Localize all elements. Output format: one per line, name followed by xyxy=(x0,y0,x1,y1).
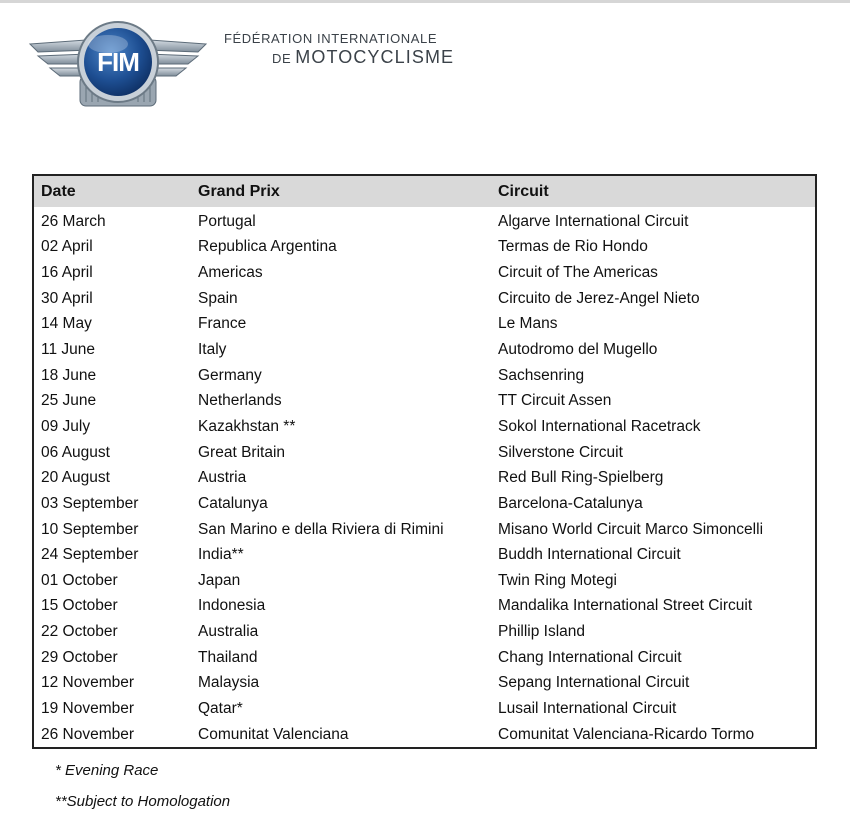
organization-name-line1: FÉDÉRATION INTERNATIONALE xyxy=(224,31,438,46)
table-row xyxy=(34,594,815,620)
footnote-homologation: **Subject to Homologation xyxy=(55,793,231,810)
organization-name-main: MOTOCYCLISME xyxy=(295,47,455,67)
cell-circuit: Autodromo del Mugello xyxy=(498,341,658,359)
cell-date: 20 August xyxy=(41,469,110,487)
cell-grand-prix: Japan xyxy=(198,571,241,589)
cell-grand-prix: Malaysia xyxy=(198,674,260,692)
cell-grand-prix: Germany xyxy=(198,366,262,384)
table-row xyxy=(34,337,815,363)
cell-circuit: Red Bull Ring-Spielberg xyxy=(498,469,664,487)
cell-circuit: Sepang International Circuit xyxy=(498,674,690,692)
cell-grand-prix: Spain xyxy=(198,289,238,307)
cell-date: 09 July xyxy=(41,417,91,435)
table-row xyxy=(34,286,815,312)
cell-grand-prix: Portugal xyxy=(198,212,256,230)
table-row xyxy=(34,491,815,517)
cell-circuit: Comunitat Valenciana-Ricardo Tormo xyxy=(498,725,755,743)
cell-circuit: Phillip Island xyxy=(498,623,586,641)
cell-grand-prix: Indonesia xyxy=(198,597,266,615)
cell-circuit: Termas de Rio Hondo xyxy=(498,238,648,256)
table-row xyxy=(34,312,815,338)
cell-grand-prix: Austria xyxy=(198,469,247,487)
footnote-evening-race: * Evening Race xyxy=(55,762,159,779)
calendar-table-frame xyxy=(32,174,817,749)
organization-name xyxy=(224,32,454,66)
fim-logo-text: FIM xyxy=(97,47,139,77)
cell-circuit: Misano World Circuit Marco Simoncelli xyxy=(498,520,764,538)
column-header-date: Date xyxy=(41,182,76,200)
cell-grand-prix: France xyxy=(198,315,247,333)
cell-date: 15 October xyxy=(41,597,118,615)
cell-grand-prix: Thailand xyxy=(198,648,258,666)
cell-date: 10 September xyxy=(41,520,139,538)
table-row xyxy=(34,260,815,286)
column-header-grand-prix: Grand Prix xyxy=(198,182,280,200)
cell-circuit: Twin Ring Motegi xyxy=(498,571,617,589)
cell-circuit: Barcelona-Catalunya xyxy=(498,494,643,512)
cell-grand-prix: San Marino e della Riviera di Rimini xyxy=(198,520,444,538)
cell-grand-prix: Republica Argentina xyxy=(198,238,337,256)
organization-name-prefix: DE xyxy=(272,51,292,66)
table-row xyxy=(34,722,815,748)
cell-date: 26 March xyxy=(41,212,106,230)
table-row xyxy=(34,645,815,671)
cell-grand-prix: Comunitat Valenciana xyxy=(198,725,349,743)
cell-date: 14 May xyxy=(41,315,92,333)
cell-date: 03 September xyxy=(41,494,139,512)
cell-date: 18 June xyxy=(41,366,97,384)
cell-circuit: Silverstone Circuit xyxy=(498,443,623,461)
cell-date: 16 April xyxy=(41,264,93,282)
cell-circuit: Lusail International Circuit xyxy=(498,699,677,717)
cell-date: 30 April xyxy=(41,289,93,307)
cell-grand-prix: Australia xyxy=(198,623,259,641)
cell-circuit: TT Circuit Assen xyxy=(498,392,612,410)
cell-grand-prix: Italy xyxy=(198,341,227,359)
cell-grand-prix: India** xyxy=(198,546,244,564)
column-header-circuit: Circuit xyxy=(498,182,549,200)
cell-circuit: Circuito de Jerez-Angel Nieto xyxy=(498,289,700,307)
calendar-table xyxy=(34,176,815,747)
cell-grand-prix: Qatar* xyxy=(198,699,243,717)
cell-grand-prix: Catalunya xyxy=(198,494,268,512)
table-row xyxy=(34,568,815,594)
footnotes xyxy=(55,760,230,822)
cell-date: 06 August xyxy=(41,443,110,461)
table-row xyxy=(34,619,815,645)
table-row xyxy=(34,363,815,389)
cell-date: 26 November xyxy=(41,725,135,743)
cell-grand-prix: Netherlands xyxy=(198,392,282,410)
cell-circuit: Mandalika International Street Circuit xyxy=(498,597,753,615)
table-header-row xyxy=(34,176,815,207)
cell-date: 02 April xyxy=(41,238,93,256)
cell-date: 01 October xyxy=(41,571,118,589)
cell-date: 11 June xyxy=(41,341,96,359)
cell-circuit: Buddh International Circuit xyxy=(498,546,681,564)
cell-date: 29 October xyxy=(41,648,118,666)
cell-date: 25 June xyxy=(41,392,97,410)
cell-circuit: Sokol International Racetrack xyxy=(498,417,701,435)
cell-grand-prix: Americas xyxy=(198,264,263,282)
table-row xyxy=(34,542,815,568)
cell-date: 22 October xyxy=(41,623,118,641)
table-row xyxy=(34,388,815,414)
cell-circuit: Sachsenring xyxy=(498,366,585,384)
table-row xyxy=(34,414,815,440)
cell-date: 24 September xyxy=(41,546,139,564)
cell-date: 12 November xyxy=(41,674,135,692)
table-body xyxy=(34,207,815,747)
cell-circuit: Circuit of The Americas xyxy=(498,264,658,282)
cell-circuit: Chang International Circuit xyxy=(498,648,682,666)
table-row xyxy=(34,517,815,543)
table-row xyxy=(34,207,815,235)
table-row xyxy=(34,696,815,722)
cell-grand-prix: Great Britain xyxy=(198,443,286,461)
table-row xyxy=(34,671,815,697)
table-row xyxy=(34,465,815,491)
cell-date: 19 November xyxy=(41,699,135,717)
cell-grand-prix: Kazakhstan ** xyxy=(198,417,296,435)
document-header xyxy=(28,16,508,116)
table-row xyxy=(34,235,815,261)
cell-circuit: Le Mans xyxy=(498,315,558,333)
organization-name-line2 xyxy=(272,48,454,66)
cell-circuit: Algarve International Circuit xyxy=(498,212,689,230)
top-border-line xyxy=(0,0,850,3)
table-row xyxy=(34,440,815,466)
